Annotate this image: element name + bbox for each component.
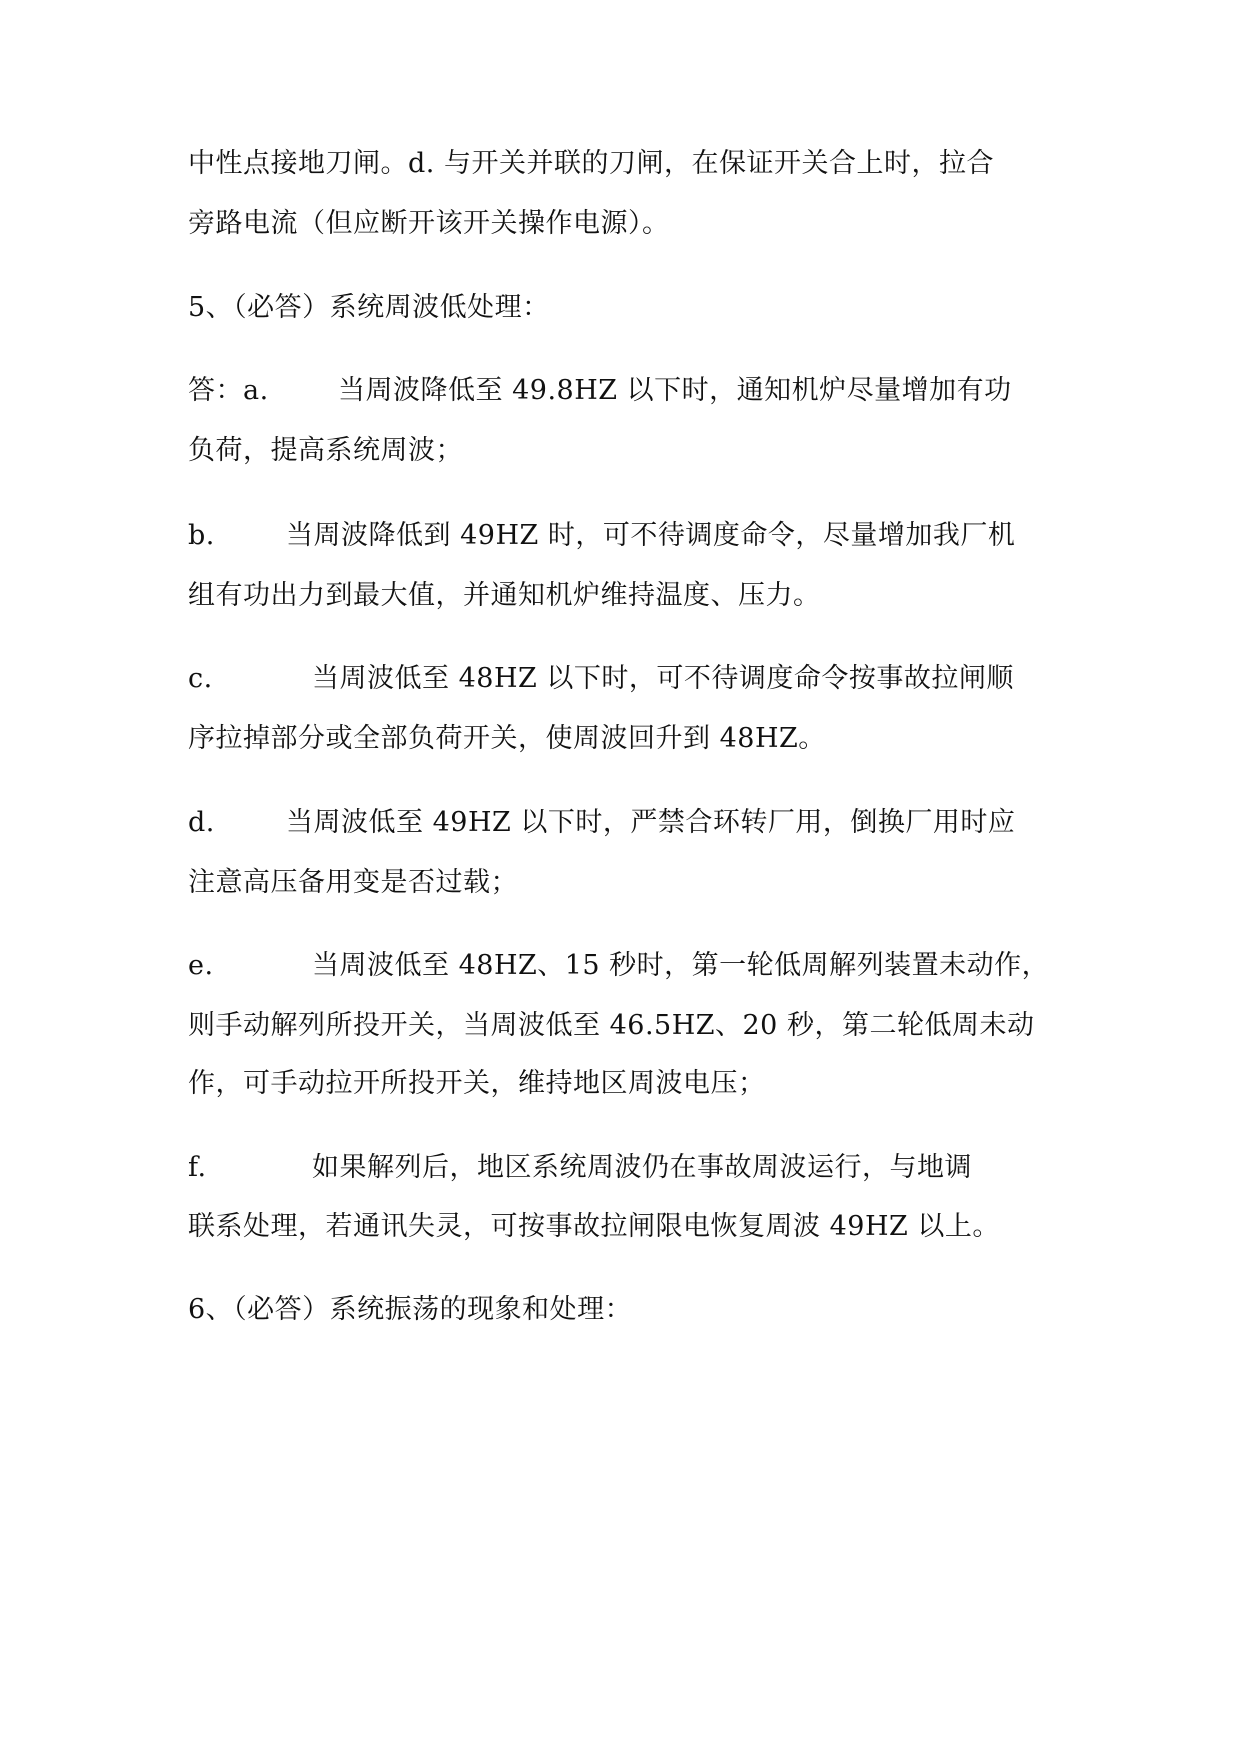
paragraph-line: 组有功出力到最大值，并通知机炉维持温度、压力。 <box>188 580 821 611</box>
item-text: 当周波降低至 49.8HZ 以下时，通知机炉尽量增加有功 <box>338 375 1012 406</box>
item-text: 当周波低至 48HZ 以下时，可不待调度命令按事故拉闸顺 <box>312 663 1014 694</box>
paragraph-line: 旁路电流（但应断开该开关操作电源）。 <box>188 208 670 239</box>
answer-item-c <box>188 661 1068 697</box>
question-heading-5: 5、（必答）系统周波低处理： <box>188 292 550 323</box>
paragraph-line: 联系处理，若通讯失灵，可按事故拉闸限电恢复周波 49HZ 以上。 <box>188 1211 1000 1242</box>
paragraph-line: 序拉掉部分或全部负荷开关，使周波回升到 48HZ。 <box>188 723 826 754</box>
answer-item-f <box>188 1150 1068 1186</box>
item-label: 答：a. <box>188 375 269 406</box>
item-text: 如果解列后，地区系统周波仍在事故周波运行，与地调 <box>312 1152 972 1183</box>
paragraph-line: 作，可手动拉开所投开关，维持地区周波电压； <box>188 1068 766 1099</box>
paragraph-line: 负荷，提高系统周波； <box>188 435 463 466</box>
item-label: d. <box>188 807 215 838</box>
item-text: 当周波低至 48HZ、15 秒时，第一轮低周解列装置未动作， <box>312 950 1050 981</box>
answer-item-e <box>188 948 1068 984</box>
item-label: c. <box>188 663 213 694</box>
item-text: 当周波降低到 49HZ 时，可不待调度命令，尽量增加我厂机 <box>286 520 1016 551</box>
answer-item-b <box>188 518 1068 554</box>
paragraph-line: 中性点接地刀闸。d. 与开关并联的刀闸，在保证开关合上时，拉合 <box>188 148 994 179</box>
item-label: b. <box>188 520 215 551</box>
answer-item-d <box>188 805 1068 841</box>
paragraph-line: 注意高压备用变是否过载； <box>188 867 518 898</box>
item-text: 当周波低至 49HZ 以下时，严禁合环转厂用，倒换厂用时应 <box>286 807 1016 838</box>
question-heading-6: 6、（必答）系统振荡的现象和处理： <box>188 1294 633 1325</box>
item-label: e. <box>188 950 214 981</box>
answer-item-a <box>188 373 1068 409</box>
paragraph-line: 则手动解列所投开关，当周波低至 46.5HZ、20 秒，第二轮低周未动 <box>188 1010 1035 1041</box>
item-label: f. <box>188 1152 207 1183</box>
